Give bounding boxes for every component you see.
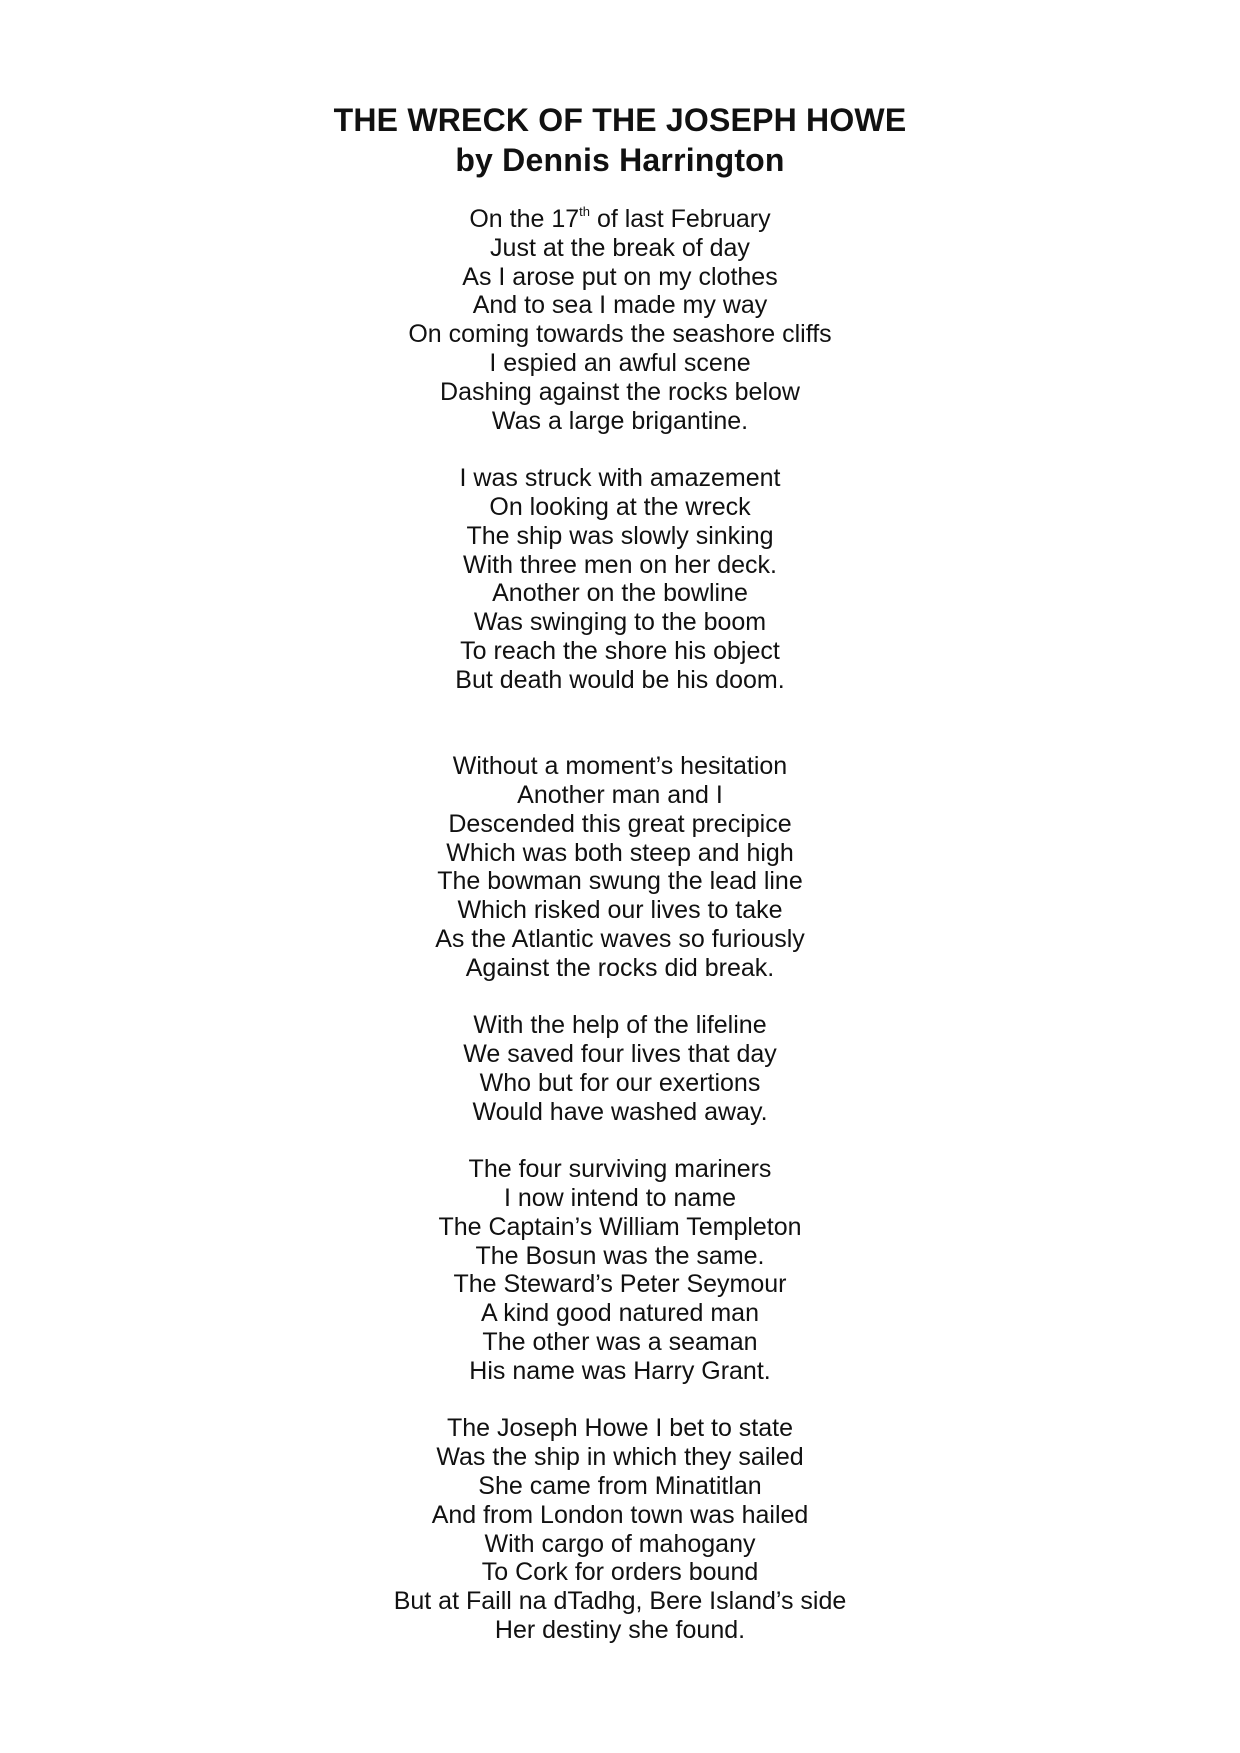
poem-line: Against the rocks did break. (465, 953, 775, 982)
poem-body (0, 205, 1240, 1645)
poem-title-block (0, 100, 1240, 180)
poem-line: Who but for our exertions (479, 1068, 761, 1097)
poem-line: Descended this great precipice (448, 809, 792, 838)
stanza-6 (0, 1414, 1240, 1644)
poem-line: Another on the bowline (492, 579, 748, 608)
poem-line: With three men on her deck. (462, 550, 778, 579)
poem-line: The ship was slowly sinking (466, 521, 774, 550)
poem-line: On looking at the wreck (489, 492, 751, 521)
poem-line: I was struck with amazement (459, 464, 781, 493)
poem-line: On coming towards the seashore cliffs (408, 320, 832, 349)
poem-line: The four surviving mariners (468, 1155, 772, 1184)
poem-line: And to sea I made my way (472, 291, 768, 320)
poem-line: Dashing against the rocks below (440, 377, 800, 406)
poem-line: The other was a seaman (482, 1328, 758, 1357)
poem-line: But at Faill na dTadhg, Bere Island’s side (393, 1587, 847, 1616)
poem-line: I now intend to name (503, 1184, 737, 1213)
poem-line: Her destiny she found. (494, 1616, 746, 1645)
stanza-3 (0, 752, 1240, 982)
stanza-4 (0, 1011, 1240, 1126)
poem-line: The Steward’s Peter Seymour (453, 1270, 787, 1299)
poem-line: As the Atlantic waves so furiously (435, 924, 805, 953)
poem-line: Which risked our lives to take (457, 896, 783, 925)
stanza-1 (0, 205, 1240, 435)
poem-line: With cargo of mahogany (484, 1529, 756, 1558)
poem-line: Without a moment’s hesitation (452, 752, 788, 781)
poem-line: But death would be his doom. (455, 665, 785, 694)
poem-line: On the 17th of last February (469, 203, 771, 233)
poem-line: Was a large brigantine. (491, 406, 749, 435)
poem-line: With the help of the lifeline (473, 1011, 767, 1040)
poem-line: She came from Minatitlan (478, 1472, 762, 1501)
ordinal-suffix: th (579, 203, 590, 219)
poem-line: Just at the break of day (490, 233, 750, 262)
poem-line: Would have washed away. (472, 1097, 768, 1126)
poem-line: The Captain’s William Templeton (438, 1212, 802, 1241)
poem-line: And from London town was hailed (431, 1500, 809, 1529)
poem-line: Was the ship in which they sailed (436, 1443, 804, 1472)
poem-line: The bowman swung the lead line (437, 867, 803, 896)
poem-line: The Joseph Howe I bet to state (446, 1414, 794, 1443)
poem-line: Which was both steep and high (446, 838, 794, 867)
poem-line: A kind good natured man (481, 1299, 759, 1328)
stanza-5 (0, 1155, 1240, 1385)
poem-line: The Bosun was the same. (475, 1241, 765, 1270)
poem-line: To reach the shore his object (460, 636, 780, 665)
poem-line: To Cork for orders bound (481, 1558, 759, 1587)
poem-line: His name was Harry Grant. (469, 1356, 771, 1385)
poem-line: As I arose put on my clothes (462, 262, 778, 291)
poem-line: Was swinging to the boom (473, 608, 767, 637)
stanza-2 (0, 464, 1240, 694)
poem-line: I espied an awful scene (489, 348, 751, 377)
poem-author: by Dennis Harrington (455, 142, 785, 178)
poem-line: We saved four lives that day (463, 1040, 777, 1069)
poem-line: Another man and I (517, 780, 723, 809)
poem-title: THE WRECK OF THE JOSEPH HOWE (333, 102, 907, 138)
